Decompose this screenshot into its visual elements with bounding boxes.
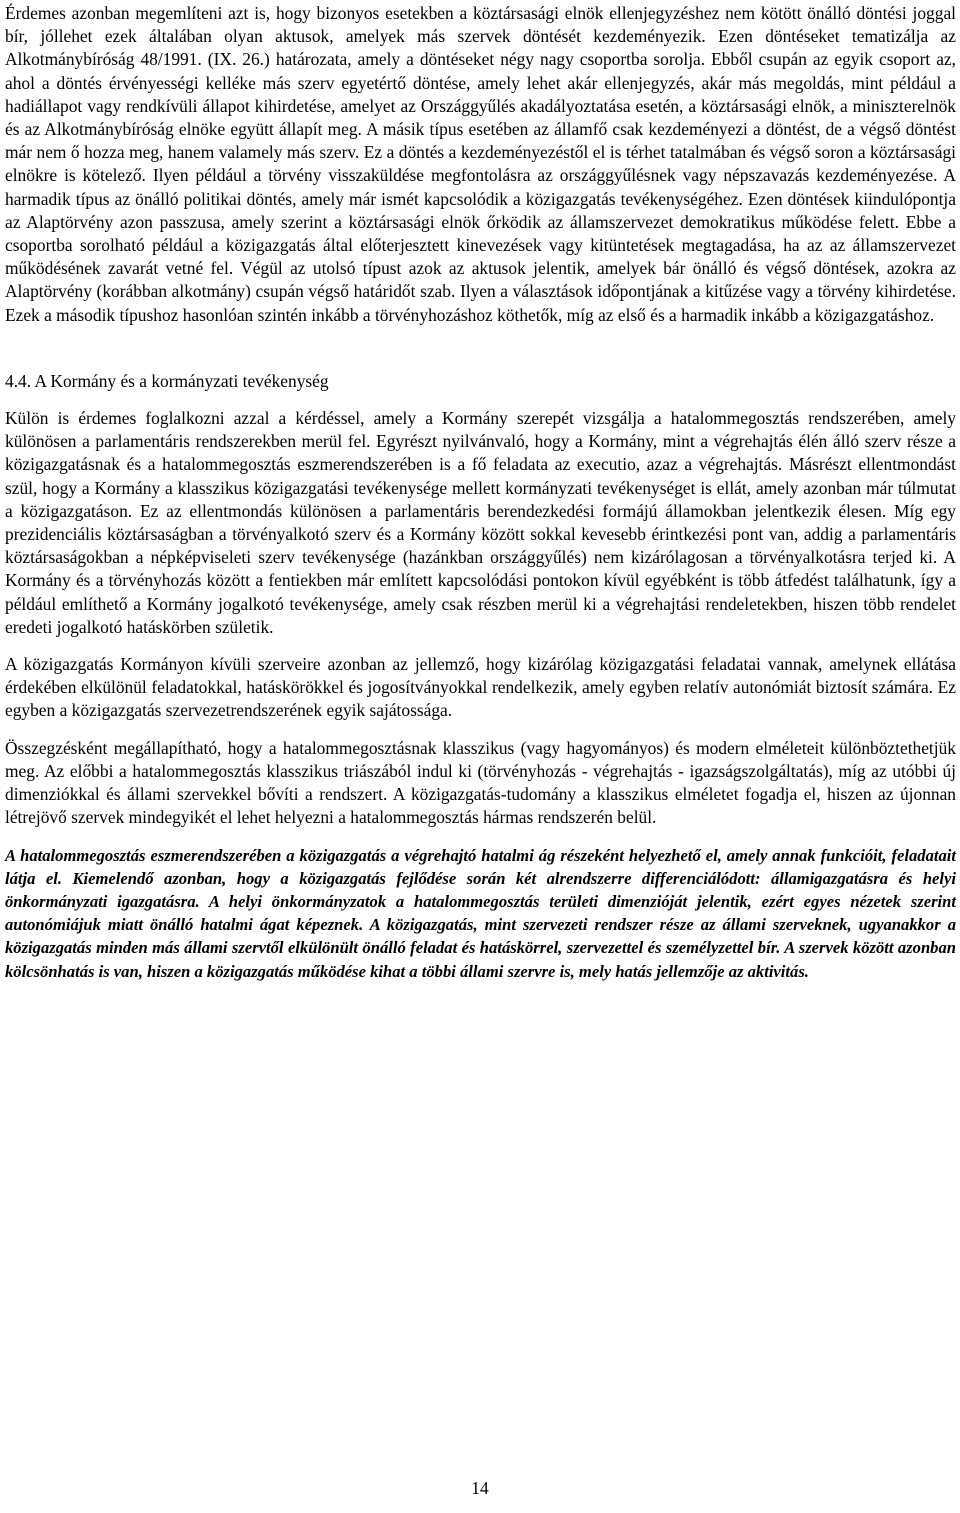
paragraph-administration-bodies: A közigazgatás Kormányon kívüli szerveire azonban az jellemző, hogy kizárólag közigazgatási feladatai vannak, amelynek ellátása érdekében elkülönül feladatokkal, hatáskörökkel és jogosítványokkal rendelkezik, amely egyben relatív autonómiát biztosít számára. Ez egyben a közigazgatás szervezetrendszerének egyik sajátossága. <box>5 654 956 721</box>
page-number: 14 <box>471 1478 489 1498</box>
paragraph-presidential-decisions: Érdemes azonban megemlíteni azt is, hogy bizonyos esetekben a köztársasági elnök ellenjegyzéshez nem kötött önálló döntési joggal bír, jóllehet ezek általában olyan aktusok, amelyek más szervek döntését kezdeményezik. Ezen döntéseket tematizálja az Alkotmánybíróság 48/1991. (IX. 26.) határozata, amely a döntéseket négy nagy csoportba sorolja. Ebből csupán az egyik csoport az, ahol a döntés érvényességi kelléke más szerv egyetértő döntése, amely lehet akár ellenjegyzés, akár más megoldás, mint például a hadiállapot vagy rendkívüli állapot kihirdetése, amelyet az Országgyűlés akadályoztatása esetén, a köztársasági elnök, a miniszterelnök és az Alkotmánybíróság elnöke együtt állapít meg. A másik típus esetében az államfő csak kezdeményezi a döntést, de a végső döntést már nem ő hozza meg, hanem valamely más szerv. Ez a döntés a kezdeményezéstől el is térhet tatalmában és végső soron a köztársasági elnökre is kötelező. Ilyen például a törvény visszaküldése megfontolásra az országgyűlésnek vagy népszavazás kezdeményezése. A harmadik típus az önálló politikai döntés, amely már ismét kapcsolódik a közigazgatás tevékenységéhez. Ezen döntések kiindulópontja az Alaptörvény azon passzusa, amely szerint a köztársasági elnök őrködik az államszervezet demokratikus működése felett. Ebbe a csoportba sorolható például a közigazgatás által előterjesztett kinevezések vagy kitüntetések megtagadása, ha az az államszervezet működésének zavarát vetné fel. Végül az utolsó típust azok az aktusok jelentik, amelyek bár önálló és végső döntések, azokra az Alaptörvény (korábban alkotmány) csupán végső határidőt szab. Ilyen a választások időpontjának a kitűzése vagy a törvény kihirdetése. Ezek a második típushoz hasonlóan szintén inkább a törvényhozáshoz köthetők, míg az első és a harmadik inkább a közigazgatáshoz. <box>5 3 956 325</box>
paragraph-conclusion-emphasis: A hatalommegosztás eszmerendszerében a közigazgatás a végrehajtó hatalmi ág részeként helyezhető el, amely annak funkcióit, feladatait látja el. Kiemelendő azonban, hogy a közigazgatás fejlődése során két alrendszerre differenciálódott: államigazgatásra és helyi önkormányzati igazgatásra. A helyi önkormányzatok a hatalommegosztás területi dimenzióját jelentik, ezért egyes nézetek szerint autonómiájuk miatt önálló hatalmi ágat képeznek. A közigazgatás, mint szervezeti rendszer része az állami szerveknek, ugyanakkor a közigazgatás minden más állami szervtől elkülönült önálló feladat és hatáskörrel, szervezettel és személyzettel bír. A szervek között azonban kölcsönhatás is van, hiszen a közigazgatás működése kihat a többi állami szervre is, mely hatás jellemzője az aktivitás. <box>5 845 956 981</box>
document-page <box>5 0 956 983</box>
section-heading: 4.4. A Kormány és a kormányzati tevékenység <box>5 370 329 391</box>
paragraph-summary: Összegzésként megállapítható, hogy a hatalommegosztásnak klasszikus (vagy hagyományos) és modern elméleteit különböztethetjük meg. Az előbbi a hatalommegosztás klasszikus triászából indul ki (törvényhozás - végrehajtás - igazságszolgáltatás), míg az utóbbi új dimenziókkal és állami szervekkel bővíti a rendszert. A közigazgatás-tudomány a klasszikus elméletet fogadja el, hiszen az újonnan létrejövő szervek mindegyikét el lehet helyezni a hatalommegosztás hármas rendszerén belül. <box>5 737 956 828</box>
paragraph-government-role: Külön is érdemes foglalkozni azzal a kérdéssel, amely a Kormány szerepét vizsgálja a hatalommegosztás rendszerében, amely különösen a parlamentáris rendszerekben merül fel. Egyrészt nyilvánvaló, hogy a Kormány, mint a végrehajtás élén álló szerv része a közigazgatásnak és a hatalommegosztás eszmerendszerében is a fő feladata az executio, azaz a végrehajtás. Másrészt ellentmondást szül, hogy a Kormány a klasszikus közigazgatási tevékenysége mellett kormányzati tevékenységet is ellát, amely azonban már túlmutat a közigazgatáson. Ez az ellentmondás különösen a parlamentáris berendezkedési formájú államokban jelentkezik élesen. Míg egy prezidenciális köztársaságban a törvényalkotó szerv és a Kormány között sokkal kevesebb érintkezési pont van, addig a parlamentáris köztársaságokban a népképviseleti szerv tevékenysége (hazánkban országgyűlés) nem kizárólagosan a törvényalkotásra terjed ki. A Kormány és a törvényhozás között a fentiekben már említett kapcsolódási pontokon kívül egyébként is több átfedést találhatunk, így a például említhető a Kormány jogalkotó tevékenysége, amely csak részben merül ki a végrehajtási rendeletekben, hiszen több rendelet eredeti jogalkotó hatáskörben születik. <box>5 408 956 637</box>
